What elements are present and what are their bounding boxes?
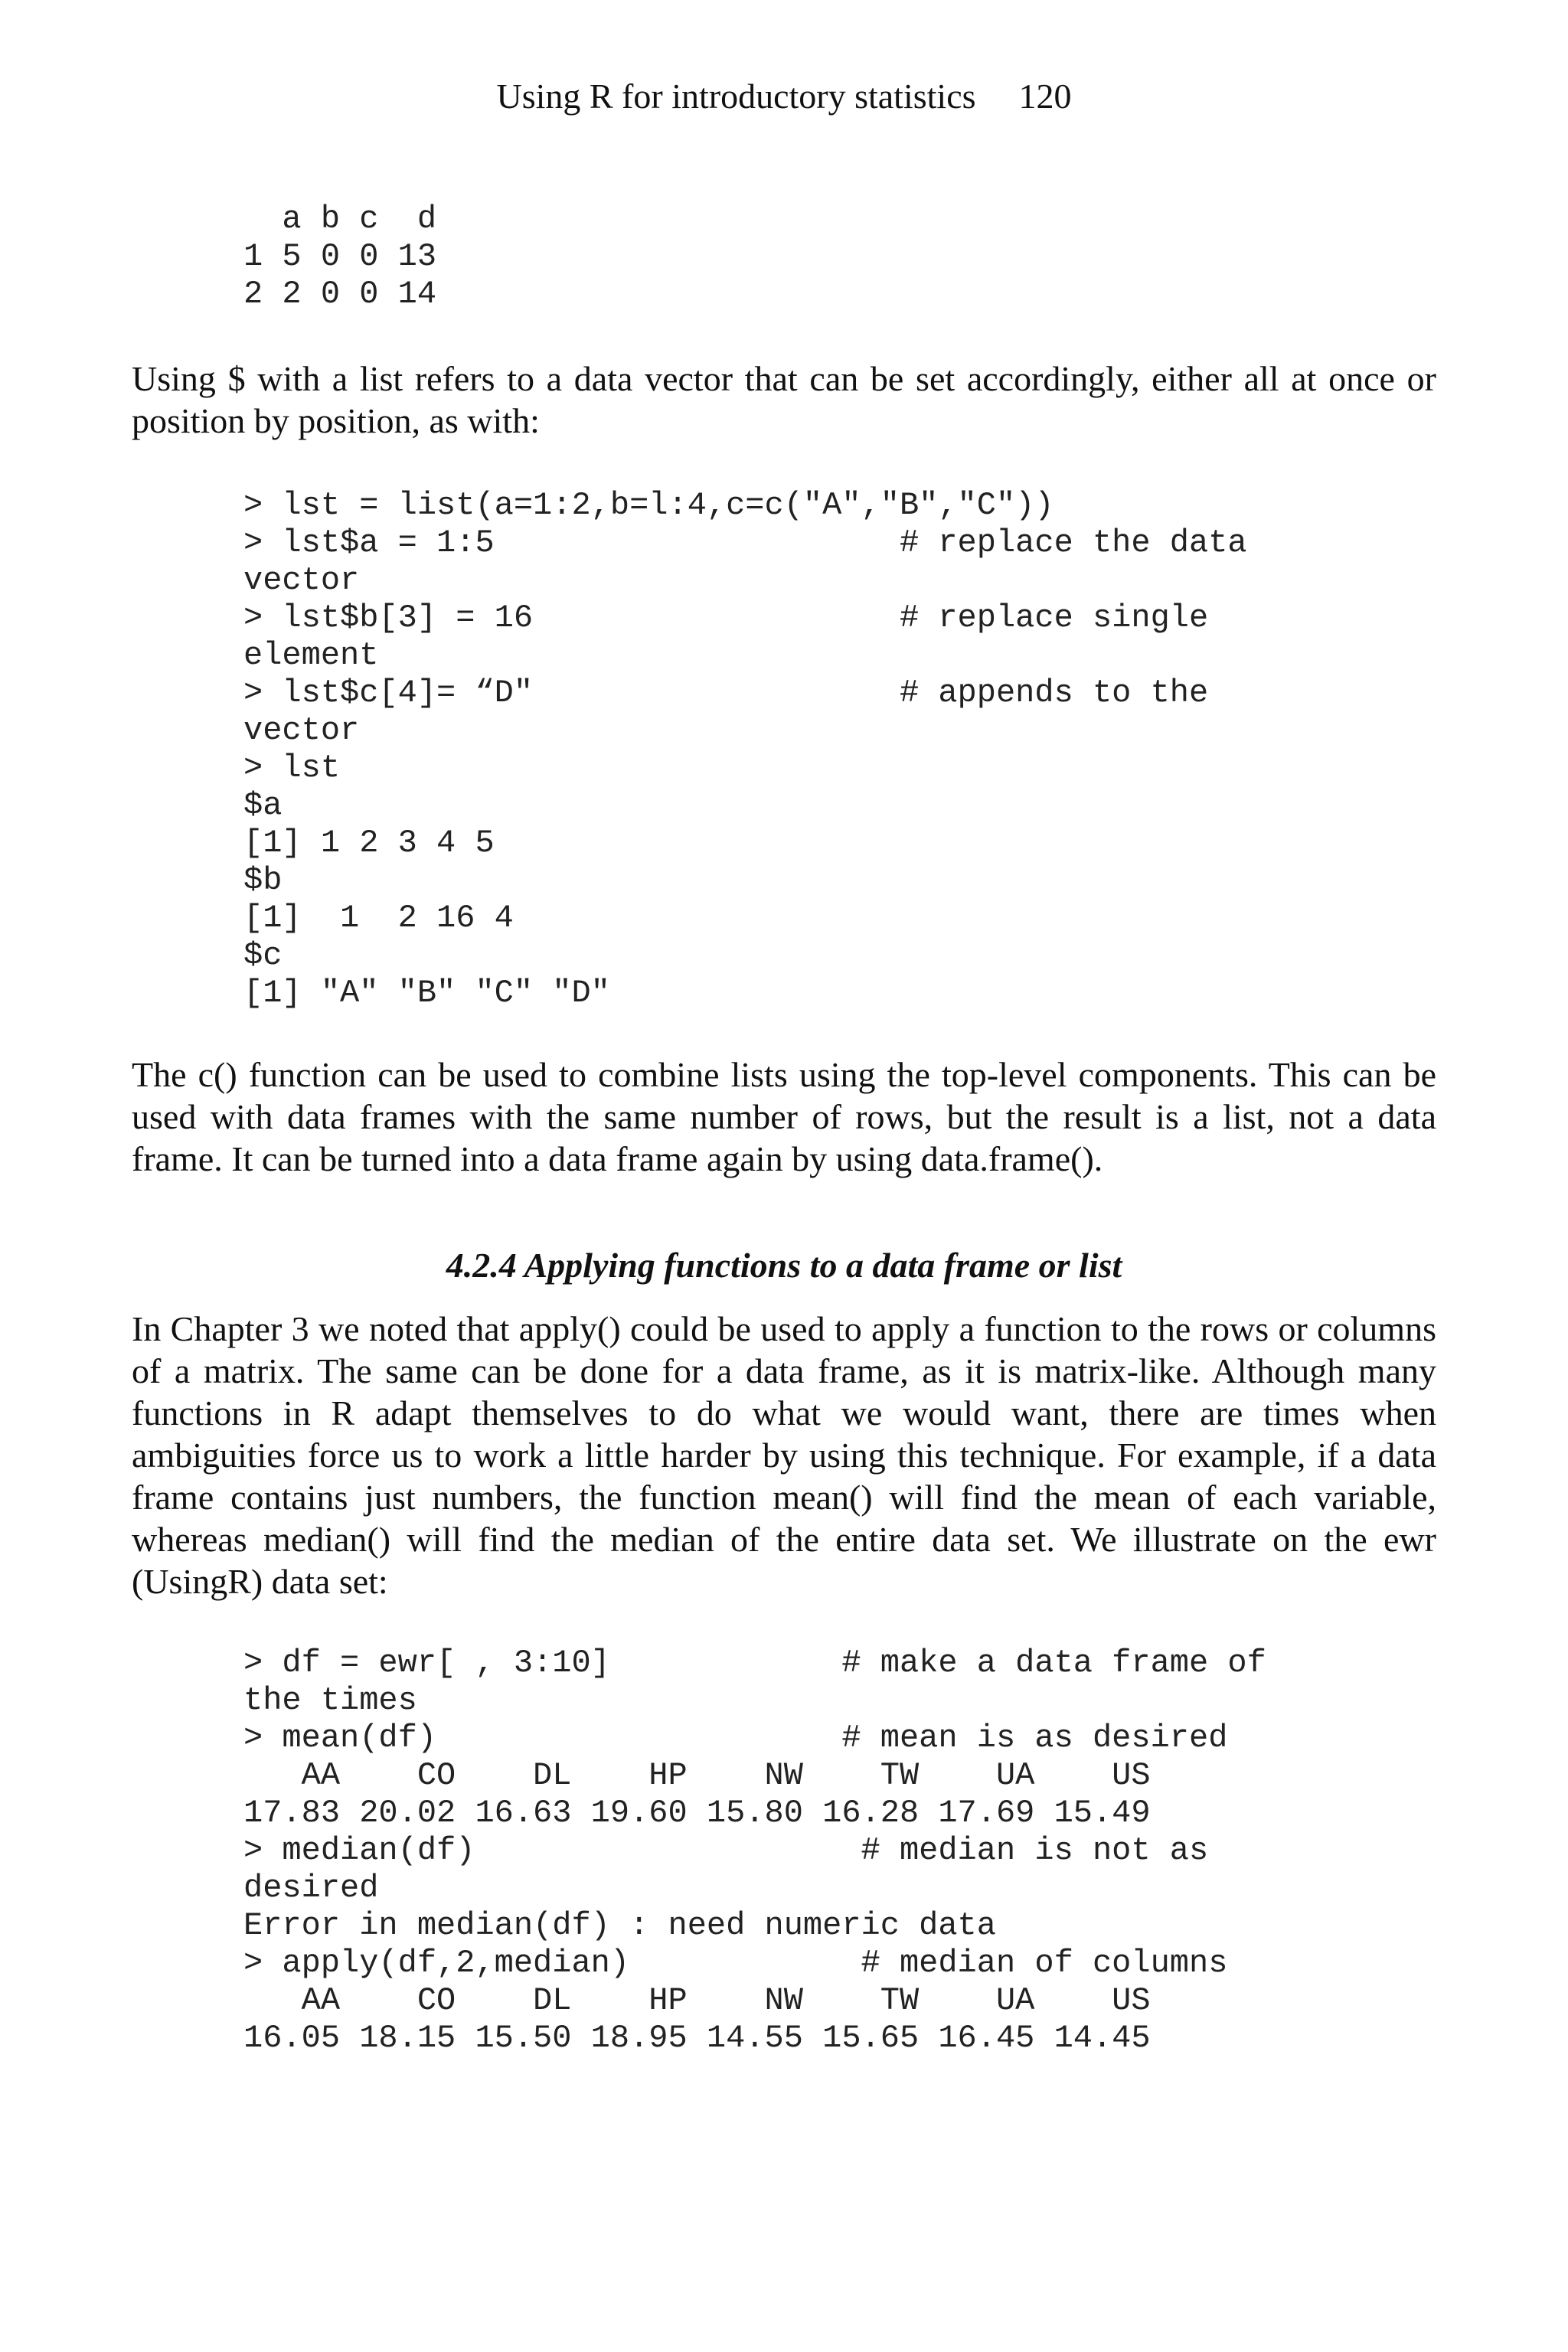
code-line: desired (243, 1870, 379, 1906)
code-line: $b (243, 862, 283, 899)
code-line: vector (243, 712, 360, 749)
code-line: $c (243, 937, 283, 974)
code-line: > lst$b[3] = 16 # replace single (243, 599, 1209, 636)
paragraph-c-function: The c() function can be used to combine lists using the top-level components. This can be used with data frames with the same number of rows, but the result is a list, not a data frame. It can be turned into a data frame again by using data.frame(). (132, 1055, 1436, 1178)
code-line: element (243, 637, 379, 674)
code-line: [1] "A" "B" "C" "D" (243, 975, 610, 1011)
code-block-data-frame-output (243, 201, 436, 313)
code-block-list-assignment (243, 487, 1247, 1012)
code-line: > lst$c[4]= “D" # appends to the (243, 675, 1209, 711)
code-line: > lst = list(a=1:2,b=l:4,c=c("A","B","C")) (243, 487, 1054, 524)
code-line: [1] 1 2 3 4 5 (243, 825, 495, 861)
paragraph-list-dollar: Using $ with a list refers to a data vector that can be set accordingly, either all at once or position by position, as with: (132, 359, 1436, 440)
code-line: > mean(df) # mean is as desired (243, 1720, 1228, 1756)
paragraph-apply-intro: In Chapter 3 we noted that apply() could be used to apply a function to the rows or columns of a matrix. The same can be done for a data frame, as it is matrix-like. Although many functions in R adapt themselves to do what we would want, there are times when ambiguities force us to work a little harder by using this technique. For example, if a data frame contains just numbers, the function mean() will find the mean of each variable, whereas median() will find the median of the entire data set. We illustrate on the ewr (UsingR) data set: (132, 1309, 1436, 1601)
section-heading: 4.2.4 Applying functions to a data frame or list (446, 1246, 1122, 1285)
code-line: > lst$a = 1:5 # replace the data (243, 524, 1247, 561)
code-line: $a (243, 787, 283, 824)
code-line: the times (243, 1682, 417, 1719)
code-line: vector (243, 562, 360, 599)
code-line: 2 2 0 0 14 (243, 276, 437, 312)
code-line: > apply(df,2,median) # median of columns (243, 1945, 1228, 1981)
page-number: 120 (1018, 77, 1072, 116)
running-head (0, 75, 1568, 118)
code-line: > lst (243, 750, 341, 786)
code-block-apply-example (243, 1645, 1266, 2057)
code-line: AA CO DL HP NW TW UA US (243, 1982, 1151, 2019)
code-line: 16.05 18.15 15.50 18.95 14.55 15.65 16.45 14.45 (243, 2020, 1151, 2056)
code-line: > df = ewr[ , 3:10] # make a data frame of (243, 1645, 1266, 1681)
code-line: AA CO DL HP NW TW UA US (243, 1757, 1151, 1794)
code-line: 17.83 20.02 16.63 19.60 15.80 16.28 17.69 15.49 (243, 1795, 1151, 1831)
code-line: [1] 1 2 16 4 (243, 900, 514, 936)
code-line: 1 5 0 0 13 (243, 238, 437, 275)
running-head-title: Using R for introductory statistics (496, 77, 976, 116)
code-line: a b c d (243, 201, 437, 237)
code-line: Error in median(df) : need numeric data (243, 1907, 996, 1944)
code-line: > median(df) # median is not as (243, 1832, 1209, 1869)
